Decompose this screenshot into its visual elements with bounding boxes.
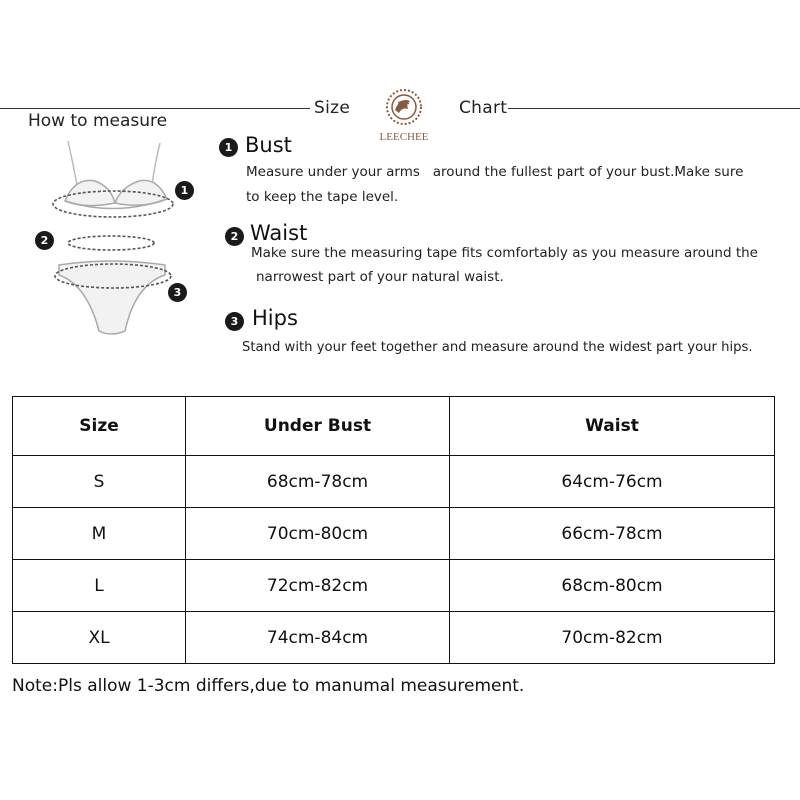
size-table [12, 396, 775, 664]
bust-title: Bust [245, 133, 292, 157]
waist-number-badge: 2 [225, 227, 244, 246]
waist-desc-line-1: Make sure the measuring tape fits comfortably as you measure around the [251, 245, 758, 261]
measurement-note: Note:Pls allow 1-3cm differs,due to manumal measurement. [12, 676, 525, 696]
cell-size: L [13, 560, 186, 612]
table-row [13, 508, 775, 560]
brand-logo [376, 85, 432, 151]
svg-text:LEECHEE: LEECHEE [379, 131, 429, 143]
diagram-marker-2: 2 [35, 231, 54, 250]
hips-number-badge: 3 [225, 312, 244, 331]
table-row [13, 456, 775, 508]
hips-title: Hips [252, 306, 298, 330]
cell-under-bust: 74cm-84cm [186, 612, 450, 664]
cell-under-bust: 72cm-82cm [186, 560, 450, 612]
cell-under-bust: 68cm-78cm [186, 456, 450, 508]
table-header-row [13, 397, 775, 456]
cell-waist: 70cm-82cm [450, 612, 775, 664]
header-under-bust: Under Bust [186, 397, 450, 456]
header-rule-left [0, 108, 310, 109]
cell-size: M [13, 508, 186, 560]
table-row [13, 612, 775, 664]
cell-waist: 68cm-80cm [450, 560, 775, 612]
waist-title: Waist [250, 221, 308, 245]
diagram-marker-3: 3 [168, 283, 187, 302]
header-waist: Waist [450, 397, 775, 456]
bust-desc-line-1: Measure under your arms around the fullest part of your bust.Make sure [246, 164, 744, 180]
table-row [13, 560, 775, 612]
header-chart-word: Chart [459, 98, 508, 118]
waist-desc-line-2: narrowest part of your natural waist. [256, 269, 504, 285]
cell-size: XL [13, 612, 186, 664]
cell-under-bust: 70cm-80cm [186, 508, 450, 560]
bust-number-badge: 1 [219, 138, 238, 157]
diagram-marker-1: 1 [175, 181, 194, 200]
cell-size: S [13, 456, 186, 508]
cell-waist: 64cm-76cm [450, 456, 775, 508]
header-size-word: Size [314, 98, 351, 118]
header-rule-right [508, 108, 800, 109]
how-to-measure-label: How to measure [28, 111, 168, 131]
header-size: Size [13, 397, 186, 456]
cell-waist: 66cm-78cm [450, 508, 775, 560]
bust-desc-line-2: to keep the tape level. [246, 189, 399, 205]
hips-desc-line-1: Stand with your feet together and measure around the widest part your hips. [242, 340, 753, 355]
